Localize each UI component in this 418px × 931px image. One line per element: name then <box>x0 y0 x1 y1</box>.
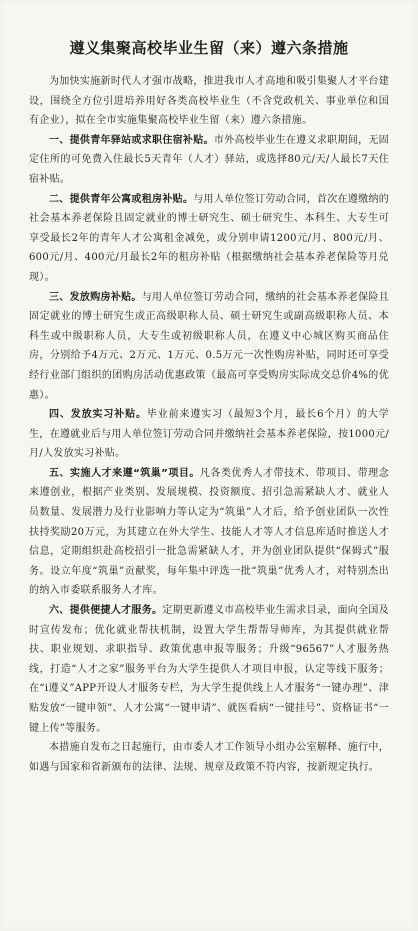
section-3-body: 与用人单位签订劳动合同，缴纳的社会基本养老保险且固定就业的博士研究生或正高级职称人员、硕士研究生或副高级职称人员、本科生或中级职称人员，大专生或初级职称人员，在遵义中心城区购买商品住房，分别给予4万元、2万元、1万元、0.5万元一次性购房补贴，同时还可享受经行业部门组织的团购房活动优惠政策（最高可享受购房实际成交总价4%的优惠）。 <box>29 291 390 401</box>
section-1-body: 市外高校毕业生在遵义求职期间，无固定住所的可免费入住最长5天青年（人才）驿站，或选择80元/天/人最长7天住宿补贴。 <box>29 134 389 185</box>
intro-paragraph: 为加快实施新时代人才强市战略，推进我市人才高地和吸引集聚人才平台建设，围绕全方位引进培养用好各类高校毕业生（不含党政机关、事业单位和国有企业），拟在全市实施集聚高校毕业生留（来）遵六条措施。 <box>29 76 389 127</box>
section-3-heading: 三、发放购房补贴。 <box>49 291 142 303</box>
section-4-heading: 四、发放实习补贴。 <box>49 409 147 421</box>
section-6 <box>29 601 389 738</box>
document-title: 遵义集聚高校毕业生留（来）遵六条措施 <box>69 39 349 57</box>
section-2-heading: 二、提供青年公寓或租房补贴。 <box>49 193 194 205</box>
section-3 <box>29 288 389 406</box>
section-5 <box>29 464 389 601</box>
section-6-body: 定期更新遵义市高校毕业生需求目录，面向全国及时宣传发布；优化就业帮扶机制，设置大学生帮帮导师库，为其提供就业帮扶、职业规划、求职指导、政策优惠申报等服务；升级“96567”人才服务热线，打造“人才之家”服务平台为大学生提供人才项目申报，认定等线下服务；在“i遵义”APP开设人才服务专栏，为大学生提供线上人才服务“一键办理”、津贴发放“一键申领”、人才公寓“一键申请”、就医看病“一键挂号”、资格证书“一键上传”等服务。 <box>29 605 389 734</box>
section-5-heading: 五、实施人才来遵“筑巢”项目。 <box>49 467 200 479</box>
document-page <box>3 3 413 927</box>
closing-paragraph: 本措施自发布之日起施行，由市委人才工作领导小组办公室解释、施行中，如遇与国家和省新颁布的法律、法规、规章及政策不符内容，按新规定执行。 <box>29 742 389 773</box>
section-5-body: 凡各类优秀人才带技术、带项目、带理念来遵创业，根据产业类别、发展规模、投资额度、招引急需紧缺人才、就业人员数量、发展潜力及行业影响力等认定为“筑巢”人才后，给予创业团队一次性扶持奖励20万元，为其建立在外大学生、技能人才等人才信息库适时推送人才信息，定期组织赴高校招引一批急需紧缺人才，并为创业团队提供“保姆式”服务。设立年度“筑巢”贡献奖，每年集中评选一批“筑巢”优秀人才，对特别杰出的纳入市委联系服务人才库。 <box>29 467 389 597</box>
section-6-heading: 六、提供便捷人才服务。 <box>49 605 163 617</box>
section-4-body: 毕业前来遵实习（最短3个月，最长6个月）的大学生，在遵就业后与用人单位签订劳动合同并缴纳社会基本养老保险，按1000元/月/人发放实习补贴。 <box>29 409 390 460</box>
section-1 <box>29 131 389 190</box>
section-1-heading: 一、提供青年驿站或求职住宿补贴。 <box>49 134 214 146</box>
section-2 <box>29 190 389 288</box>
section-2-body: 与用人单位签订劳动合同，首次在遵缴纳的社会基本养老保险且固定就业的博士研究生、硕士研究生、本科生、大专生可享受最长2年的青年人才公寓租金减免，或分别申请1200元/月、800元/月、600元/月、400元/月最长2年的租房补贴（根据缴纳社会基本养老保险等月兑现）。 <box>29 193 390 283</box>
section-4 <box>29 405 389 464</box>
